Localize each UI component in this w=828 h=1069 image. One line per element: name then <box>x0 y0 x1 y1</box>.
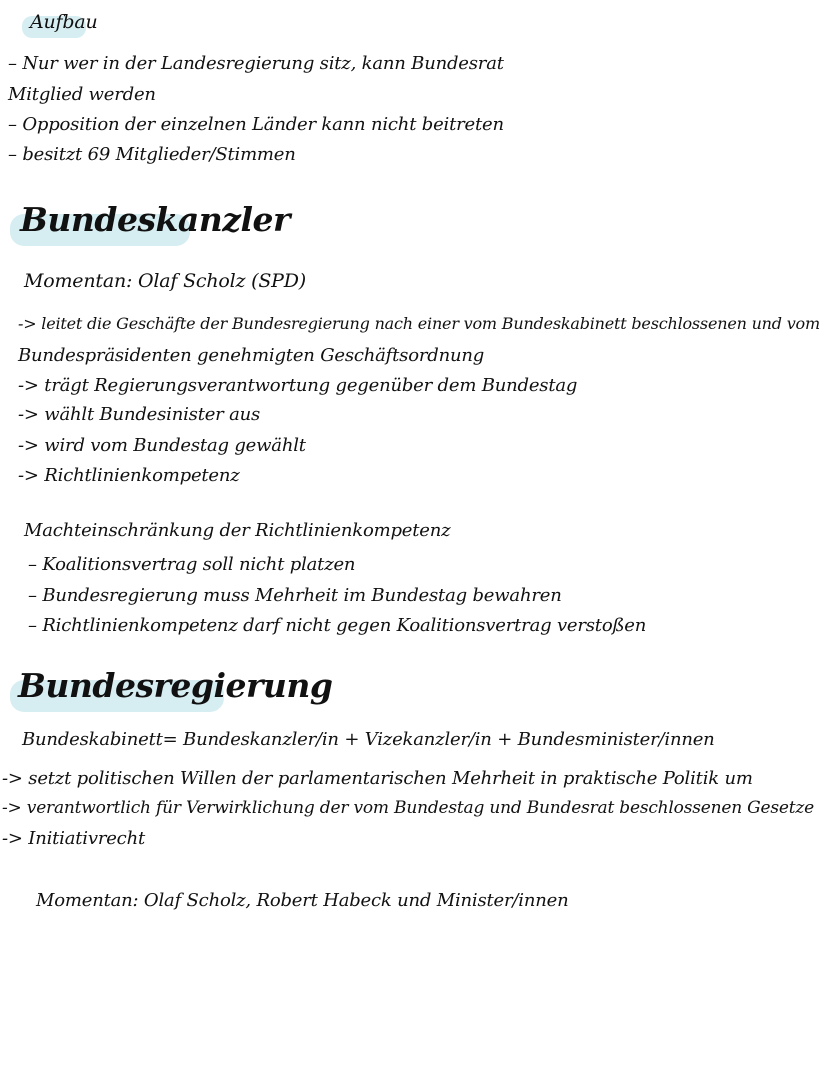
restriction-line-1: – Koalitionsvertrag soll nicht platzen <box>28 554 356 575</box>
bundesregierung-line-2: -> verantwortlich für Verwirklichung der vom Bundestag und Bundesrat beschlossenen Gesetze <box>2 798 815 818</box>
bundeskanzler-line-2: Bundespräsidenten genehmigten Geschäftsordnung <box>18 345 485 366</box>
bundeskanzler-line-6: -> Richtlinienkompetenz <box>18 465 240 486</box>
aufbau-line-3: – Opposition der einzelnen Länder kann nicht beitreten <box>8 114 504 135</box>
restriction-title: Machteinschränkung der Richtlinienkompetenz <box>24 520 451 541</box>
restriction-line-3: – Richtlinienkompetenz darf nicht gegen Koalitionsvertrag verstoßen <box>28 615 647 636</box>
bundesregierung-heading: Bundesregierung <box>18 666 333 705</box>
bundeskanzler-line-5: -> wird vom Bundestag gewählt <box>18 435 306 456</box>
aufbau-line-1: – Nur wer in der Landesregierung sitz, kann Bundesrat <box>8 53 504 74</box>
bundeskanzler-current: Momentan: Olaf Scholz (SPD) <box>24 270 307 292</box>
aufbau-title: Aufbau <box>30 11 98 33</box>
bundesregierung-line-3: -> Initiativrecht <box>2 828 145 849</box>
aufbau-line-4: – besitzt 69 Mitglieder/Stimmen <box>8 144 296 165</box>
bundesregierung-line-1: -> setzt politischen Willen der parlamentarischen Mehrheit in praktische Politik um <box>2 768 753 789</box>
bundeskanzler-heading: Bundeskanzler <box>20 200 290 239</box>
bundeskanzler-line-4: -> wählt Bundesinister aus <box>18 404 261 425</box>
bundeskanzler-line-3: -> trägt Regierungsverantwortung gegenüber dem Bundestag <box>18 375 578 396</box>
bundesregierung-current: Momentan: Olaf Scholz, Robert Habeck und Minister/innen <box>36 890 569 911</box>
restriction-line-2: – Bundesregierung muss Mehrheit im Bundestag bewahren <box>28 585 562 606</box>
aufbau-line-2: Mitglied werden <box>8 84 156 105</box>
bundeskanzler-line-1: -> leitet die Geschäfte der Bundesregierung nach einer vom Bundeskabinett beschlossenen und vom <box>18 314 820 333</box>
bundesregierung-formula: Bundeskabinett= Bundeskanzler/in + Vizekanzler/in + Bundesminister/innen <box>22 729 715 750</box>
